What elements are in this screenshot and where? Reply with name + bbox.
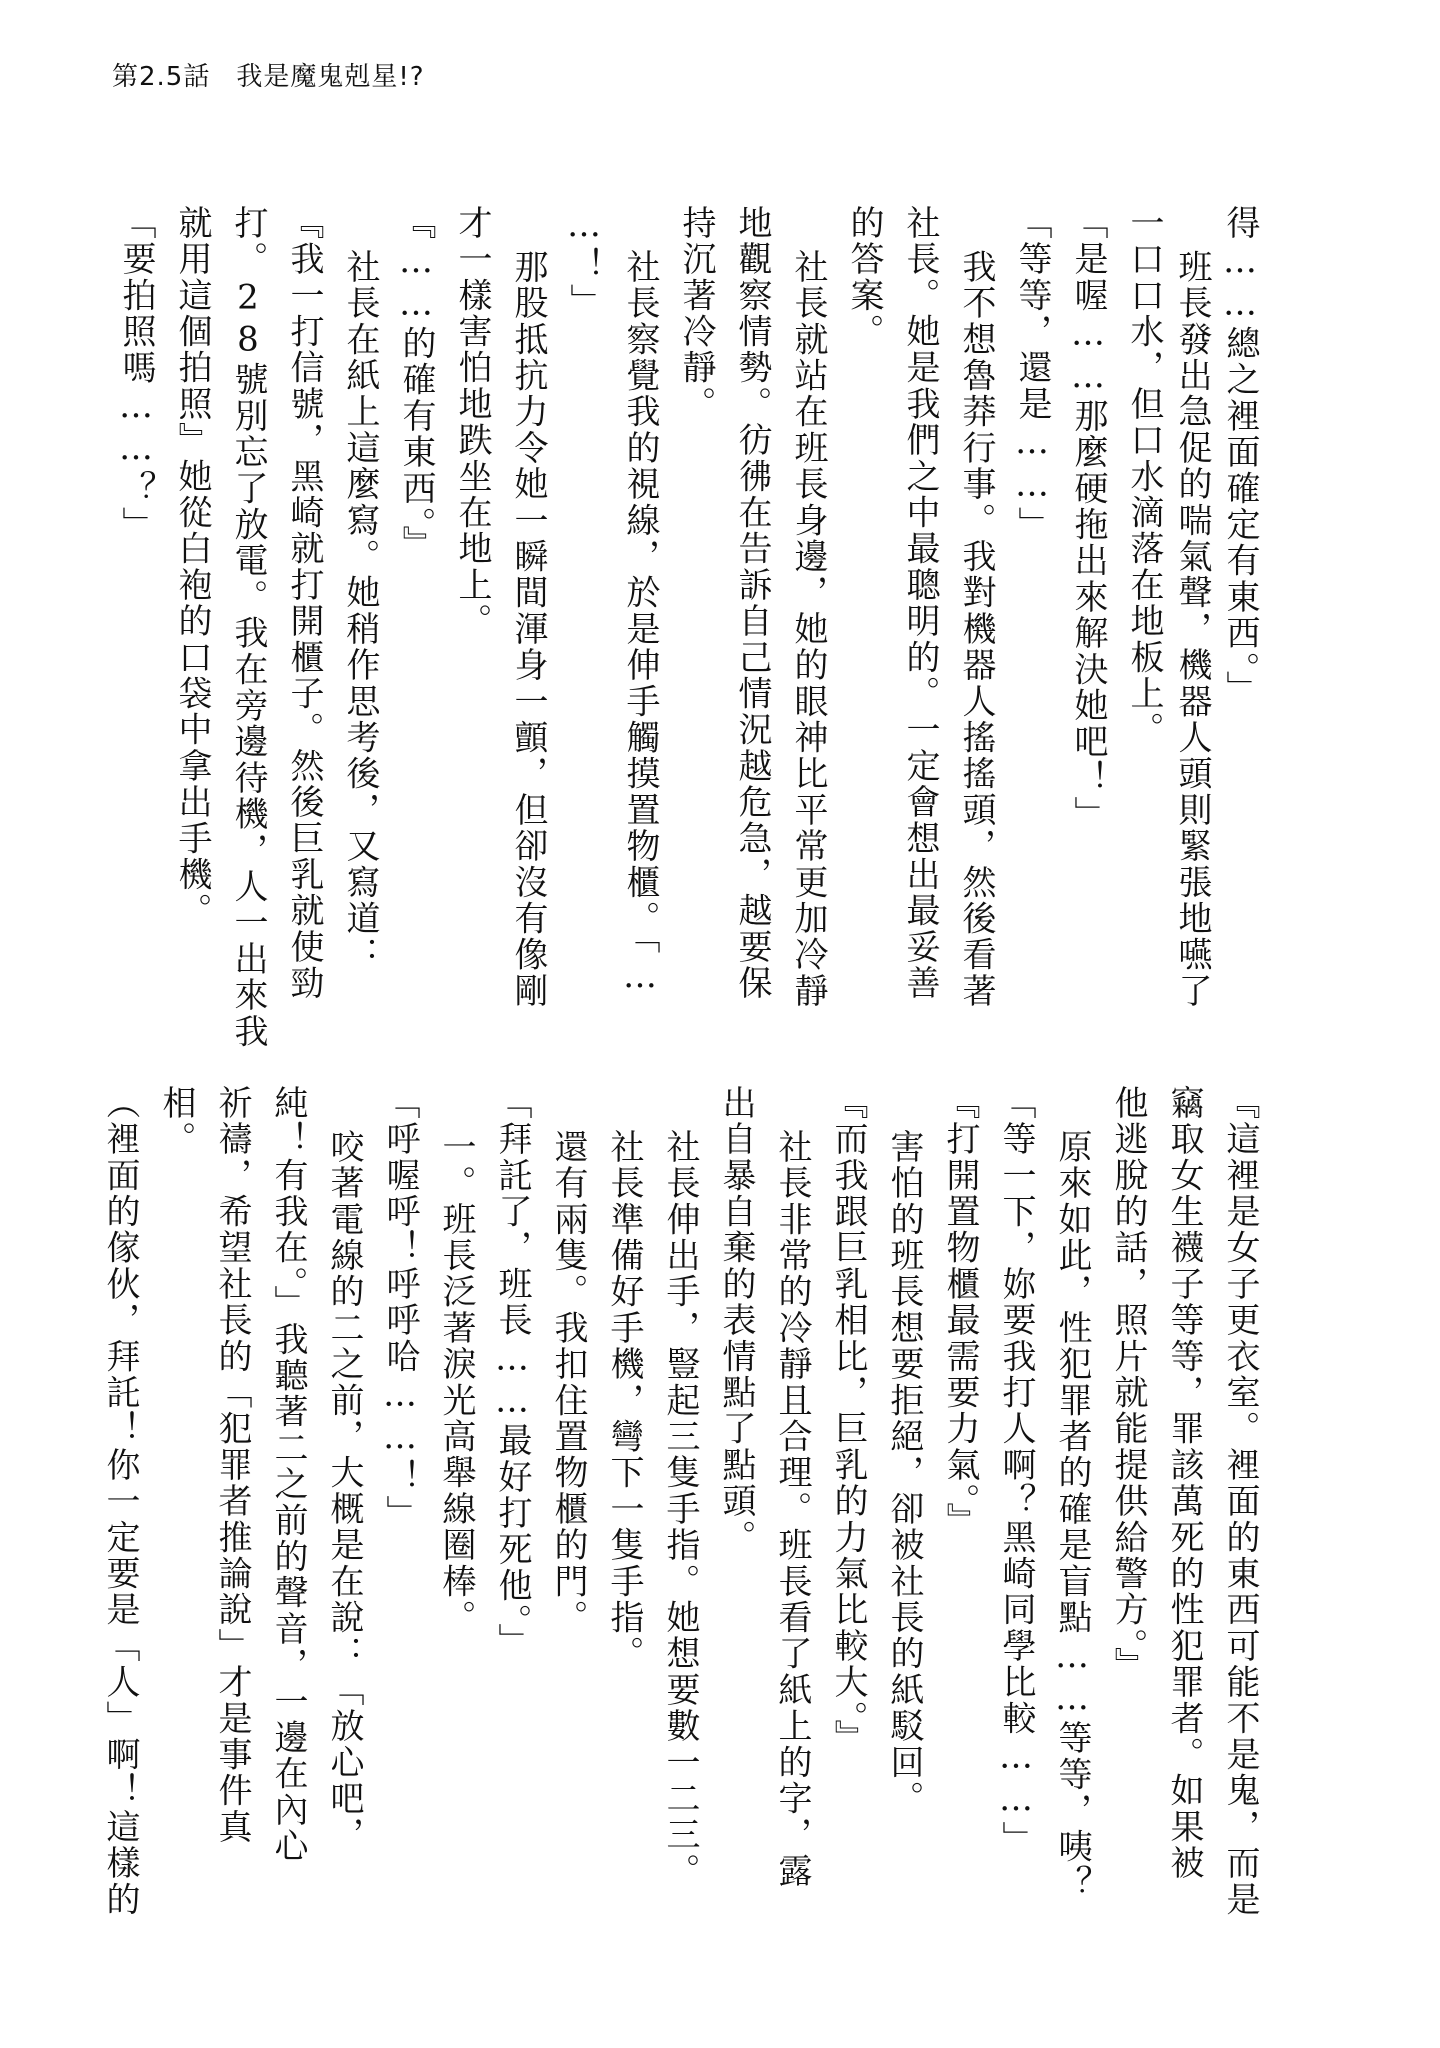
text-column: 社長伸出手，豎起三隻手指。她想要數一二三。	[660, 1129, 700, 1890]
text-column: 地觀察情勢。彷彿在告訴自己情況越危急，越要保	[732, 205, 772, 1002]
chapter-number: 第2.5話	[112, 62, 211, 92]
text-column: （裡面的傢伙，拜託！你一定要是「人」啊！這樣的	[100, 1085, 140, 1918]
text-column: 還有兩隻。我扣住置物櫃的門。	[548, 1129, 588, 1636]
text-column: 「等等，還是……」	[1012, 205, 1052, 543]
text-column: 「呼喔呼！呼呼哈……！」	[380, 1085, 420, 1532]
text-column: 社長。她是我們之中最聰明的。一定會想出最妥善	[900, 205, 940, 1002]
text-block-top	[0, 205, 1440, 1050]
text-column: 出自暴自棄的表情點了點頭。	[716, 1085, 756, 1556]
text-column: 持沉著冷靜。	[676, 205, 716, 423]
text-column: 班長發出急促的喘氣聲，機器人頭則緊張地嚥了	[1172, 249, 1212, 1010]
chapter-title: 我是魔鬼剋星!?	[236, 62, 425, 92]
text-column: 原來如此，性犯罪者的確是盲點……等等，咦？	[1052, 1129, 1092, 1902]
text-column: 「等一下，妳要我打人啊？黑崎同學比較……」	[996, 1085, 1036, 1858]
text-column: 才一樣害怕地跌坐在地上。	[452, 205, 492, 640]
text-column: …！」	[564, 205, 604, 320]
text-column: 「要拍照嗎……？」	[116, 205, 156, 543]
text-column: 祈禱，希望社長的「犯罪者推論說」才是事件真	[212, 1085, 252, 1846]
text-column: 一口口水，但口水滴落在地板上。	[1124, 205, 1164, 748]
text-column: 『……的確有東西。』	[396, 205, 436, 562]
text-column: 害怕的班長想要拒絕，卻被社長的紙駁回。	[884, 1129, 924, 1817]
text-column: 「是喔……那麼硬拖出來解決她吧！」	[1068, 205, 1108, 833]
text-column: 純！有我在。」我聽著二之前的聲音，一邊在內心	[268, 1085, 308, 1865]
text-column: 「拜託了，班長……最好打死他。」	[492, 1085, 532, 1660]
text-column: 『這裡是女子更衣室。裡面的東西可能不是鬼，而是	[1220, 1085, 1260, 1918]
text-column: 社長就站在班長身邊，她的眼神比平常更加冷靜	[788, 249, 828, 1010]
text-column: 我不想魯莽行事。我對機器人搖搖頭，然後看著	[956, 249, 996, 1010]
text-column: 社長察覺我的視線，於是伸手觸摸置物櫃。「…	[620, 249, 660, 999]
text-column: 『我一打信號，黑崎就打開櫃子。然後巨乳就使勁	[284, 205, 324, 1002]
text-column: 社長在紙上這麼寫。她稍作思考後，又寫道：	[340, 249, 380, 973]
text-column: 竊取女生襪子等等，罪該萬死的性犯罪者。如果被	[1164, 1085, 1204, 1882]
text-column: 打。28號別忘了放電。我在旁邊待機，人一出來我	[228, 205, 268, 1050]
text-column: 咬著電線的二之前，大概是在說：「放心吧，	[324, 1129, 364, 1853]
text-column: 一。班長泛著淚光高舉線圈棒。	[436, 1129, 476, 1636]
text-column: 社長非常的冷靜且合理。班長看了紙上的字，露	[772, 1129, 812, 1890]
text-column: 的答案。	[844, 205, 884, 350]
text-column: 『而我跟巨乳相比，巨乳的力氣比較大。』	[828, 1085, 868, 1756]
text-column: 那股抵抗力令她一瞬間渾身一顫，但卻沒有像剛	[508, 249, 548, 1010]
text-block-bottom	[0, 1085, 1440, 1918]
text-column: 得……總之裡面確定有東西。」	[1220, 205, 1260, 707]
text-column: 相。	[156, 1085, 196, 1158]
text-column: 『打開置物櫃最需要力氣。』	[940, 1085, 980, 1539]
chapter-header	[112, 56, 425, 93]
text-column: 他逃脫的話，照片就能提供給警方。』	[1108, 1085, 1148, 1684]
text-column: 社長準備好手機，彎下一隻手指。	[604, 1129, 644, 1672]
text-column: 就用這個拍照』她從白袍的口袋中拿出手機。	[172, 205, 212, 929]
